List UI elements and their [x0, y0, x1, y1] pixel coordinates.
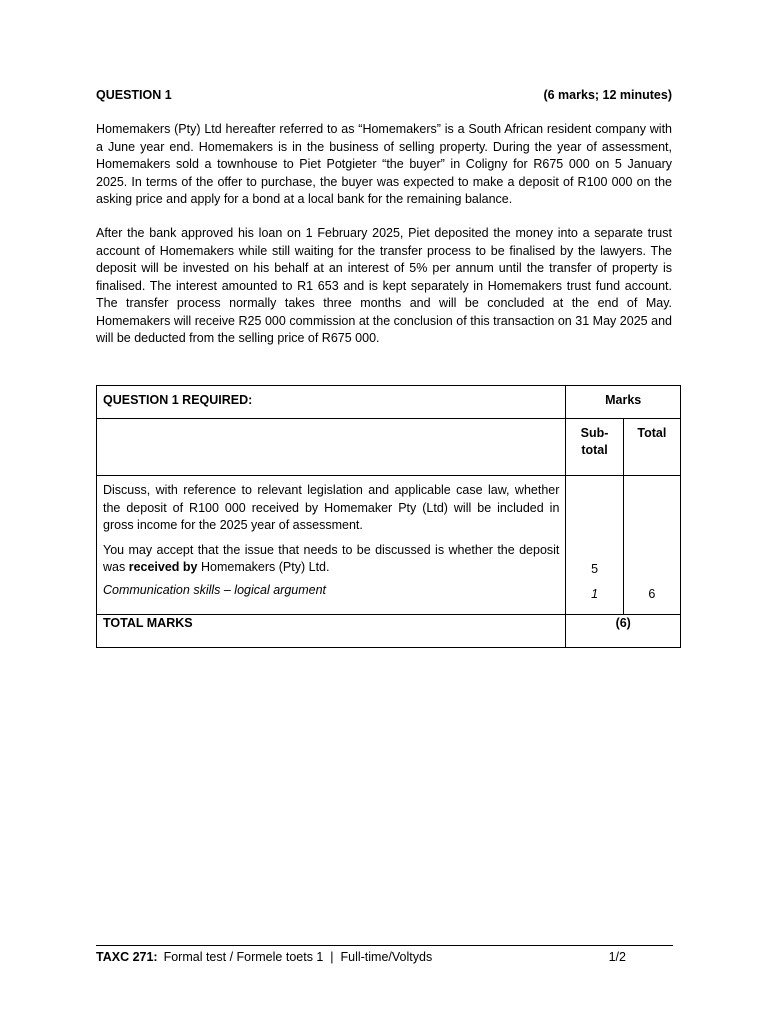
total-marks-row	[97, 615, 681, 648]
subtotal-communication-value: 1	[591, 587, 599, 601]
required-table	[96, 385, 681, 648]
footer-description: Formal test / Formele toets 1 | Full-time/Voltyds	[163, 950, 433, 964]
empty-cell	[97, 419, 566, 476]
footer-course-code: TAXC 271:	[96, 950, 158, 964]
required-table-subheader-row	[97, 419, 681, 476]
total-marks-value: (6)	[566, 615, 681, 648]
question-marks-time: (6 marks; 12 minutes)	[543, 88, 672, 102]
required-table-header-row	[97, 386, 681, 419]
question-paragraph-2: After the bank approved his loan on 1 February 2025, Piet deposited the money into a separate trust account of Homemakers while still waiting for the transfer process to be finalised by the lawyers. The deposit will be invested on his behalf at an interest of 5% per annum until the transfer of property is finalised. The interest amounted to R1 653 and is kept separately in Homemakers trust fund account. The transfer process normally takes three months and will be concluded at the end of May. Homemakers will receive R25 000 commission at the conclusion of this transaction on 31 May 2025 and will be deducted from the selling price of R675 000.	[96, 226, 672, 345]
footer-page-number: 1/2	[608, 950, 626, 964]
required-heading: QUESTION 1 REQUIRED:	[97, 386, 566, 419]
requirement-description	[97, 476, 566, 615]
subtotal-discussion-value: 5	[591, 562, 599, 576]
total-marks-label: TOTAL MARKS	[97, 615, 566, 648]
document-page	[96, 0, 672, 1024]
accept-text: You may accept that the issue that needs to be discussed is whether the deposit was received by Homemakers (Pty) Ltd.	[103, 542, 560, 574]
total-header: Total	[623, 419, 680, 476]
footer-divider	[96, 945, 673, 946]
subtotal-cell	[566, 476, 623, 615]
subtotal-header: Sub- total	[566, 419, 623, 476]
total-cell	[623, 476, 680, 615]
question-header	[96, 87, 672, 103]
communication-text: Communication skills – logical argument	[103, 582, 327, 597]
question-title: QUESTION 1	[96, 88, 172, 102]
page-footer	[96, 949, 626, 965]
total-value: 6	[648, 587, 656, 601]
question-paragraph-1: Homemakers (Pty) Ltd hereafter referred to as “Homemakers” is a South African resident company with a June year end. Homemakers is in the business of selling property. During the year of assessment, Homemakers sold a townhouse to Piet Potgieter “the buyer” in Coligny for R675 000 on 5 January 2025. In terms of the offer to purchase, the buyer was expected to make a deposit of R100 000 on the asking price and apply for a bond at a local bank for the remaining balance.	[96, 122, 672, 206]
discuss-text: Discuss, with reference to relevant legislation and applicable case law, whether the deposit of R100 000 received by Homemaker Pty (Ltd) will be included in gross income for the 2025 year of assessment.	[103, 483, 560, 532]
marks-header: Marks	[566, 386, 681, 419]
required-table-body-row	[97, 476, 681, 615]
